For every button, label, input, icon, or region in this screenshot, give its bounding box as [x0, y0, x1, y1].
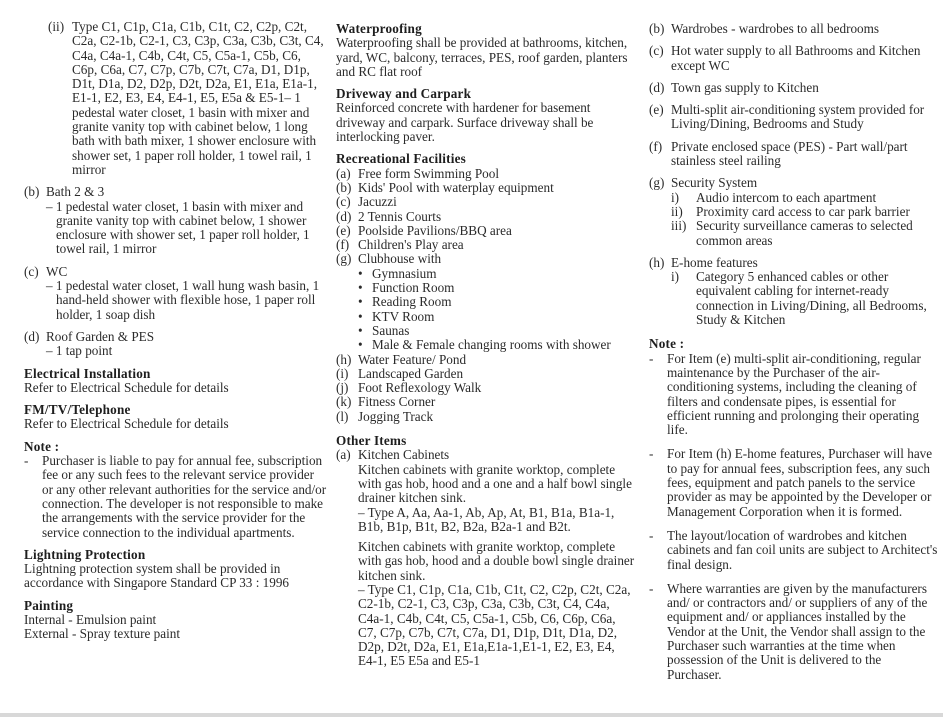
item-label: (a) — [336, 447, 351, 463]
item-text: Multi-split air-conditioning system provided for Living/Dining, Bedrooms and Study — [671, 102, 925, 132]
dash-marker: - — [649, 580, 654, 596]
recreational-list — [336, 167, 636, 424]
wc-item — [24, 265, 328, 322]
recreational-heading: Recreational Facilities — [336, 151, 466, 167]
painting-internal: Internal - Emulsion paint — [24, 611, 157, 627]
item-label: (b) — [336, 179, 352, 195]
other-items-heading: Other Items — [336, 433, 407, 449]
sub-text: Category 5 enhanced cables or other equivalent cabling for internet-ready connection in Living/Dining, all Bedrooms, Study & Kitchen — [696, 269, 927, 328]
type-ii-text: Type C1, C1p, C1a, C1b, C1t, C2, C2p, C2t, C2a, C2-1b, C2-1, C3, C3p, C3a, C3b, C3t, C4, C4a, C4a-1, C4b, C4t, C5, C5a-1, C5b, C6, C6p, C6a, C7, C7p, C7b, C7t, C7a, D1, D1p, D1t, D1a, D2, D2p, D2t, D2a, E1, E1a, E1a-1, E1-1, E2, E3, E4, E4-1, E5, E5a & E5-1– 1 pedestal water closet, 1 basin with mixer and granite vanity top with cabinet below, 1 long bath with bath mixer, 1 shower enclosure with shower set, 1 paper roll holder, 1 towel rail, 1 mirror — [72, 19, 324, 177]
clubhouse-text: Function Room — [372, 280, 455, 296]
security-item — [649, 176, 939, 247]
sub-text: Proximity card access to car park barrier — [696, 203, 910, 219]
recreational-item — [336, 353, 636, 367]
clubhouse-text: Saunas — [372, 322, 410, 338]
type-ii-item — [24, 20, 328, 177]
kitchen-cabinets-title: Kitchen Cabinets — [358, 447, 450, 463]
kitchen-p2: Kitchen cabinets with granite worktop, complete with gas hob, hood and a double bowl single drainer kitchen sink. — [358, 539, 635, 583]
bullet-icon: • — [358, 294, 363, 310]
driveway-heading: Driveway and Carpark — [336, 86, 472, 102]
recreational-item — [336, 181, 636, 195]
item-text: Jacuzzi — [358, 194, 397, 210]
security-title: Security System — [671, 175, 758, 191]
recreational-item — [336, 252, 636, 266]
sub-item — [671, 219, 939, 248]
recreational-item — [336, 224, 636, 238]
note-item — [649, 582, 939, 682]
item-text: Landscaped Garden — [358, 365, 464, 381]
page-bottom-edge — [0, 713, 943, 717]
sub-text: Security surveillance cameras to selected common areas — [696, 218, 913, 248]
bullet-icon: • — [358, 337, 363, 353]
recreational-item — [336, 238, 636, 252]
waterproofing-heading: Waterproofing — [336, 21, 422, 36]
item-label: (ii) — [48, 19, 65, 34]
recreational-item — [336, 395, 636, 409]
recreational-item — [336, 410, 636, 424]
item-text: Private enclosed space (PES) - Part wall/part stainless steel railing — [671, 138, 908, 169]
item-label: (d) — [649, 79, 665, 95]
kitchen-p1-types: – Type A, Aa, Aa-1, Ab, Ap, At, B1, B1a, B1a-1, B1b, B1p, B1t, B2, B2a, B2a-1 and B2t. — [358, 504, 615, 534]
column-middle — [336, 22, 636, 669]
item-text: Jogging Track — [358, 408, 434, 424]
sub-item — [671, 270, 939, 327]
note-list — [649, 352, 939, 682]
item-text: Hot water supply to all Bathrooms and Kitchen except WC — [671, 43, 921, 73]
item-label: (j) — [336, 380, 349, 396]
item-label: (k) — [336, 394, 352, 410]
note-text: Where warranties are given by the manufacturers and/ or contractors and/ or suppliers of any of the equipment and/ or appliances installed by the Vendor at the Unit, the Vendor shall assign to the Purchaser such warranties at the time when possession of the Unit is delivered to the Purchaser. — [667, 580, 928, 682]
electrical-heading: Electrical Installation — [24, 365, 151, 381]
sub-label: iii) — [671, 218, 687, 234]
fmtv-heading: FM/TV/Telephone — [24, 402, 131, 418]
note-heading: Note : — [649, 336, 685, 352]
feature-item — [649, 44, 939, 73]
wc-title: WC — [46, 263, 68, 279]
recreational-item — [336, 381, 636, 395]
clubhouse-item — [358, 295, 636, 309]
item-text: Kids' Pool with waterplay equipment — [358, 179, 554, 195]
waterproofing-text: Waterproofing shall be provided at bathrooms, kitchen, yard, WC, balcony, terraces, PES, roof garden, planters and RC flat roof — [336, 35, 628, 79]
item-label: (i) — [336, 365, 349, 381]
bullet-icon: • — [358, 308, 363, 324]
note-item — [649, 447, 939, 518]
dash-marker: - — [24, 453, 29, 469]
clubhouse-text: KTV Room — [372, 308, 435, 324]
sub-item — [671, 191, 939, 205]
kitchen-p1: Kitchen cabinets with granite worktop, complete with gas hob, hood and a one and a half bowl single drainer kitchen sink. — [358, 461, 632, 506]
item-text: Fitness Corner — [358, 394, 436, 410]
item-text: Poolside Pavilions/BBQ area — [358, 222, 512, 238]
item-text: Children's Play area — [358, 237, 464, 253]
roof-text: – 1 tap point — [46, 343, 113, 359]
item-label: (f) — [336, 237, 350, 253]
clubhouse-list — [336, 267, 636, 353]
painting-external: External - Spray texture paint — [24, 626, 180, 642]
sub-text: Audio intercom to each apartment — [696, 189, 877, 205]
painting-heading: Painting — [24, 597, 74, 613]
clubhouse-text: Gymnasium — [372, 265, 437, 281]
dash-marker: - — [649, 527, 654, 543]
fmtv-text: Refer to Electrical Schedule for details — [24, 416, 229, 432]
clubhouse-item — [358, 324, 636, 338]
column-left — [24, 20, 328, 642]
item-text: Town gas supply to Kitchen — [671, 79, 819, 95]
column-right — [649, 22, 939, 682]
bath-item — [24, 185, 328, 256]
clubhouse-item — [358, 267, 636, 281]
ehome-item — [649, 256, 939, 327]
roof-item — [24, 330, 328, 359]
item-label: (c) — [336, 194, 351, 210]
dash-marker: - — [649, 350, 654, 366]
item-label: (h) — [336, 351, 352, 367]
item-text: Wardrobes - wardrobes to all bedrooms — [671, 21, 880, 36]
note-text: For Item (h) E-home features, Purchaser will have to pay for annual fees, subscription fees, any such fees, equipment and patch panels to the service provider as may be appointed by the Developer or Management Corporation when it is formed. — [667, 446, 933, 519]
sub-label: ii) — [671, 203, 683, 219]
bullet-icon: • — [358, 265, 363, 281]
item-label: (e) — [336, 222, 351, 238]
note-text: Purchaser is liable to pay for annual fee, subscription fee or any such fees to the relevant service provider or any other relevant authorities for the service and/or connection. The developer is not responsible to make the arrangements with the service provider for the service connection to the individual apartments. — [42, 453, 327, 540]
item-label: (g) — [649, 175, 665, 191]
item-label: (d) — [24, 328, 40, 344]
item-label: (c) — [24, 263, 39, 279]
item-text: Water Feature/ Pond — [358, 351, 467, 367]
bullet-icon: • — [358, 322, 363, 338]
other-items-list — [649, 22, 939, 176]
sub-label: i) — [671, 189, 680, 205]
bath-text: – 1 pedestal water closet, 1 basin with mixer and granite vanity top with cabinet below, 1 shower enclosure with shower set, 1 paper roll holder, 1 towel rail, 1 mirror — [46, 198, 310, 257]
item-label: (g) — [336, 251, 352, 267]
item-label: (c) — [649, 43, 664, 59]
feature-item — [649, 22, 939, 36]
note-item — [649, 529, 939, 572]
note-heading: Note : — [24, 438, 60, 454]
sub-label: i) — [671, 269, 680, 285]
lightning-heading: Lightning Protection — [24, 546, 146, 562]
clubhouse-text: Reading Room — [372, 294, 452, 310]
electrical-text: Refer to Electrical Schedule for details — [24, 379, 229, 395]
bath-title: Bath 2 & 3 — [46, 184, 105, 200]
note-text: For Item (e) multi-split air-conditioning, regular maintenance by the Purchaser of the air-conditioning systems, including the cleaning of filters and condensate pipes, is essential for efficient running and prolonging their operating life. — [667, 350, 921, 438]
wc-text: – 1 pedestal water closet, 1 wall hung wash basin, 1 hand-held shower with flexible hose, 1 paper roll holder, 1 soap dish — [46, 278, 320, 322]
kitchen-p2-types: – Type C1, C1p, C1a, C1b, C1t, C2, C2p, C2t, C2a, C2-1b, C2-1, C3, C3p, C3a, C3b, C3t, C4, C4a, C4a-1, C4b, C4t, C5, C5a-1, C5b, C6, C6p, C6a, C7, C7p, C7b, C7t, C7a, D1, D1p, D1t, D1a, D2, D2p, D2t, D2a, E1, E1a,E1a-1,E1-1, E2, E3, E4, E4-1, E5 E5a and E5-1 — [358, 581, 631, 669]
item-label: (a) — [336, 165, 351, 181]
item-text: 2 Tennis Courts — [358, 208, 442, 224]
item-label: (l) — [336, 408, 349, 424]
note-item — [24, 454, 328, 540]
item-label: (b) — [24, 184, 40, 200]
item-label: (d) — [336, 208, 352, 224]
clubhouse-text: Male & Female changing rooms with shower — [372, 337, 611, 353]
recreational-item — [336, 210, 636, 224]
roof-title: Roof Garden & PES — [46, 328, 155, 344]
driveway-text: Reinforced concrete with hardener for basement driveway and carpark. Surface driveway shall be interlocking paver. — [336, 100, 594, 145]
item-label: (f) — [649, 138, 663, 154]
item-label: (b) — [649, 21, 665, 36]
recreational-item — [336, 195, 636, 209]
feature-item — [649, 103, 939, 132]
clubhouse-item — [358, 310, 636, 324]
lightning-text: Lightning protection system shall be provided in accordance with Singapore Standard CP 33 : 1996 — [24, 561, 290, 591]
sub-item — [671, 205, 939, 219]
item-label: (e) — [649, 102, 664, 118]
recreational-item — [336, 367, 636, 381]
note-item — [649, 352, 939, 438]
note-text: The layout/location of wardrobes and kitchen cabinets and fan coil units are subject to Architect's final design. — [667, 527, 938, 572]
item-text: Free form Swimming Pool — [358, 165, 500, 181]
clubhouse-item — [358, 281, 636, 295]
feature-item — [649, 81, 939, 95]
ehome-title: E-home features — [671, 254, 758, 270]
item-text: Clubhouse with — [358, 251, 442, 267]
item-label: (h) — [649, 254, 665, 270]
kitchen-cabinets-item — [336, 448, 636, 668]
recreational-item — [336, 167, 636, 181]
item-text: Foot Reflexology Walk — [358, 380, 482, 396]
clubhouse-item — [358, 338, 636, 352]
feature-item — [649, 140, 939, 169]
dash-marker: - — [649, 446, 654, 462]
bullet-icon: • — [358, 280, 363, 296]
